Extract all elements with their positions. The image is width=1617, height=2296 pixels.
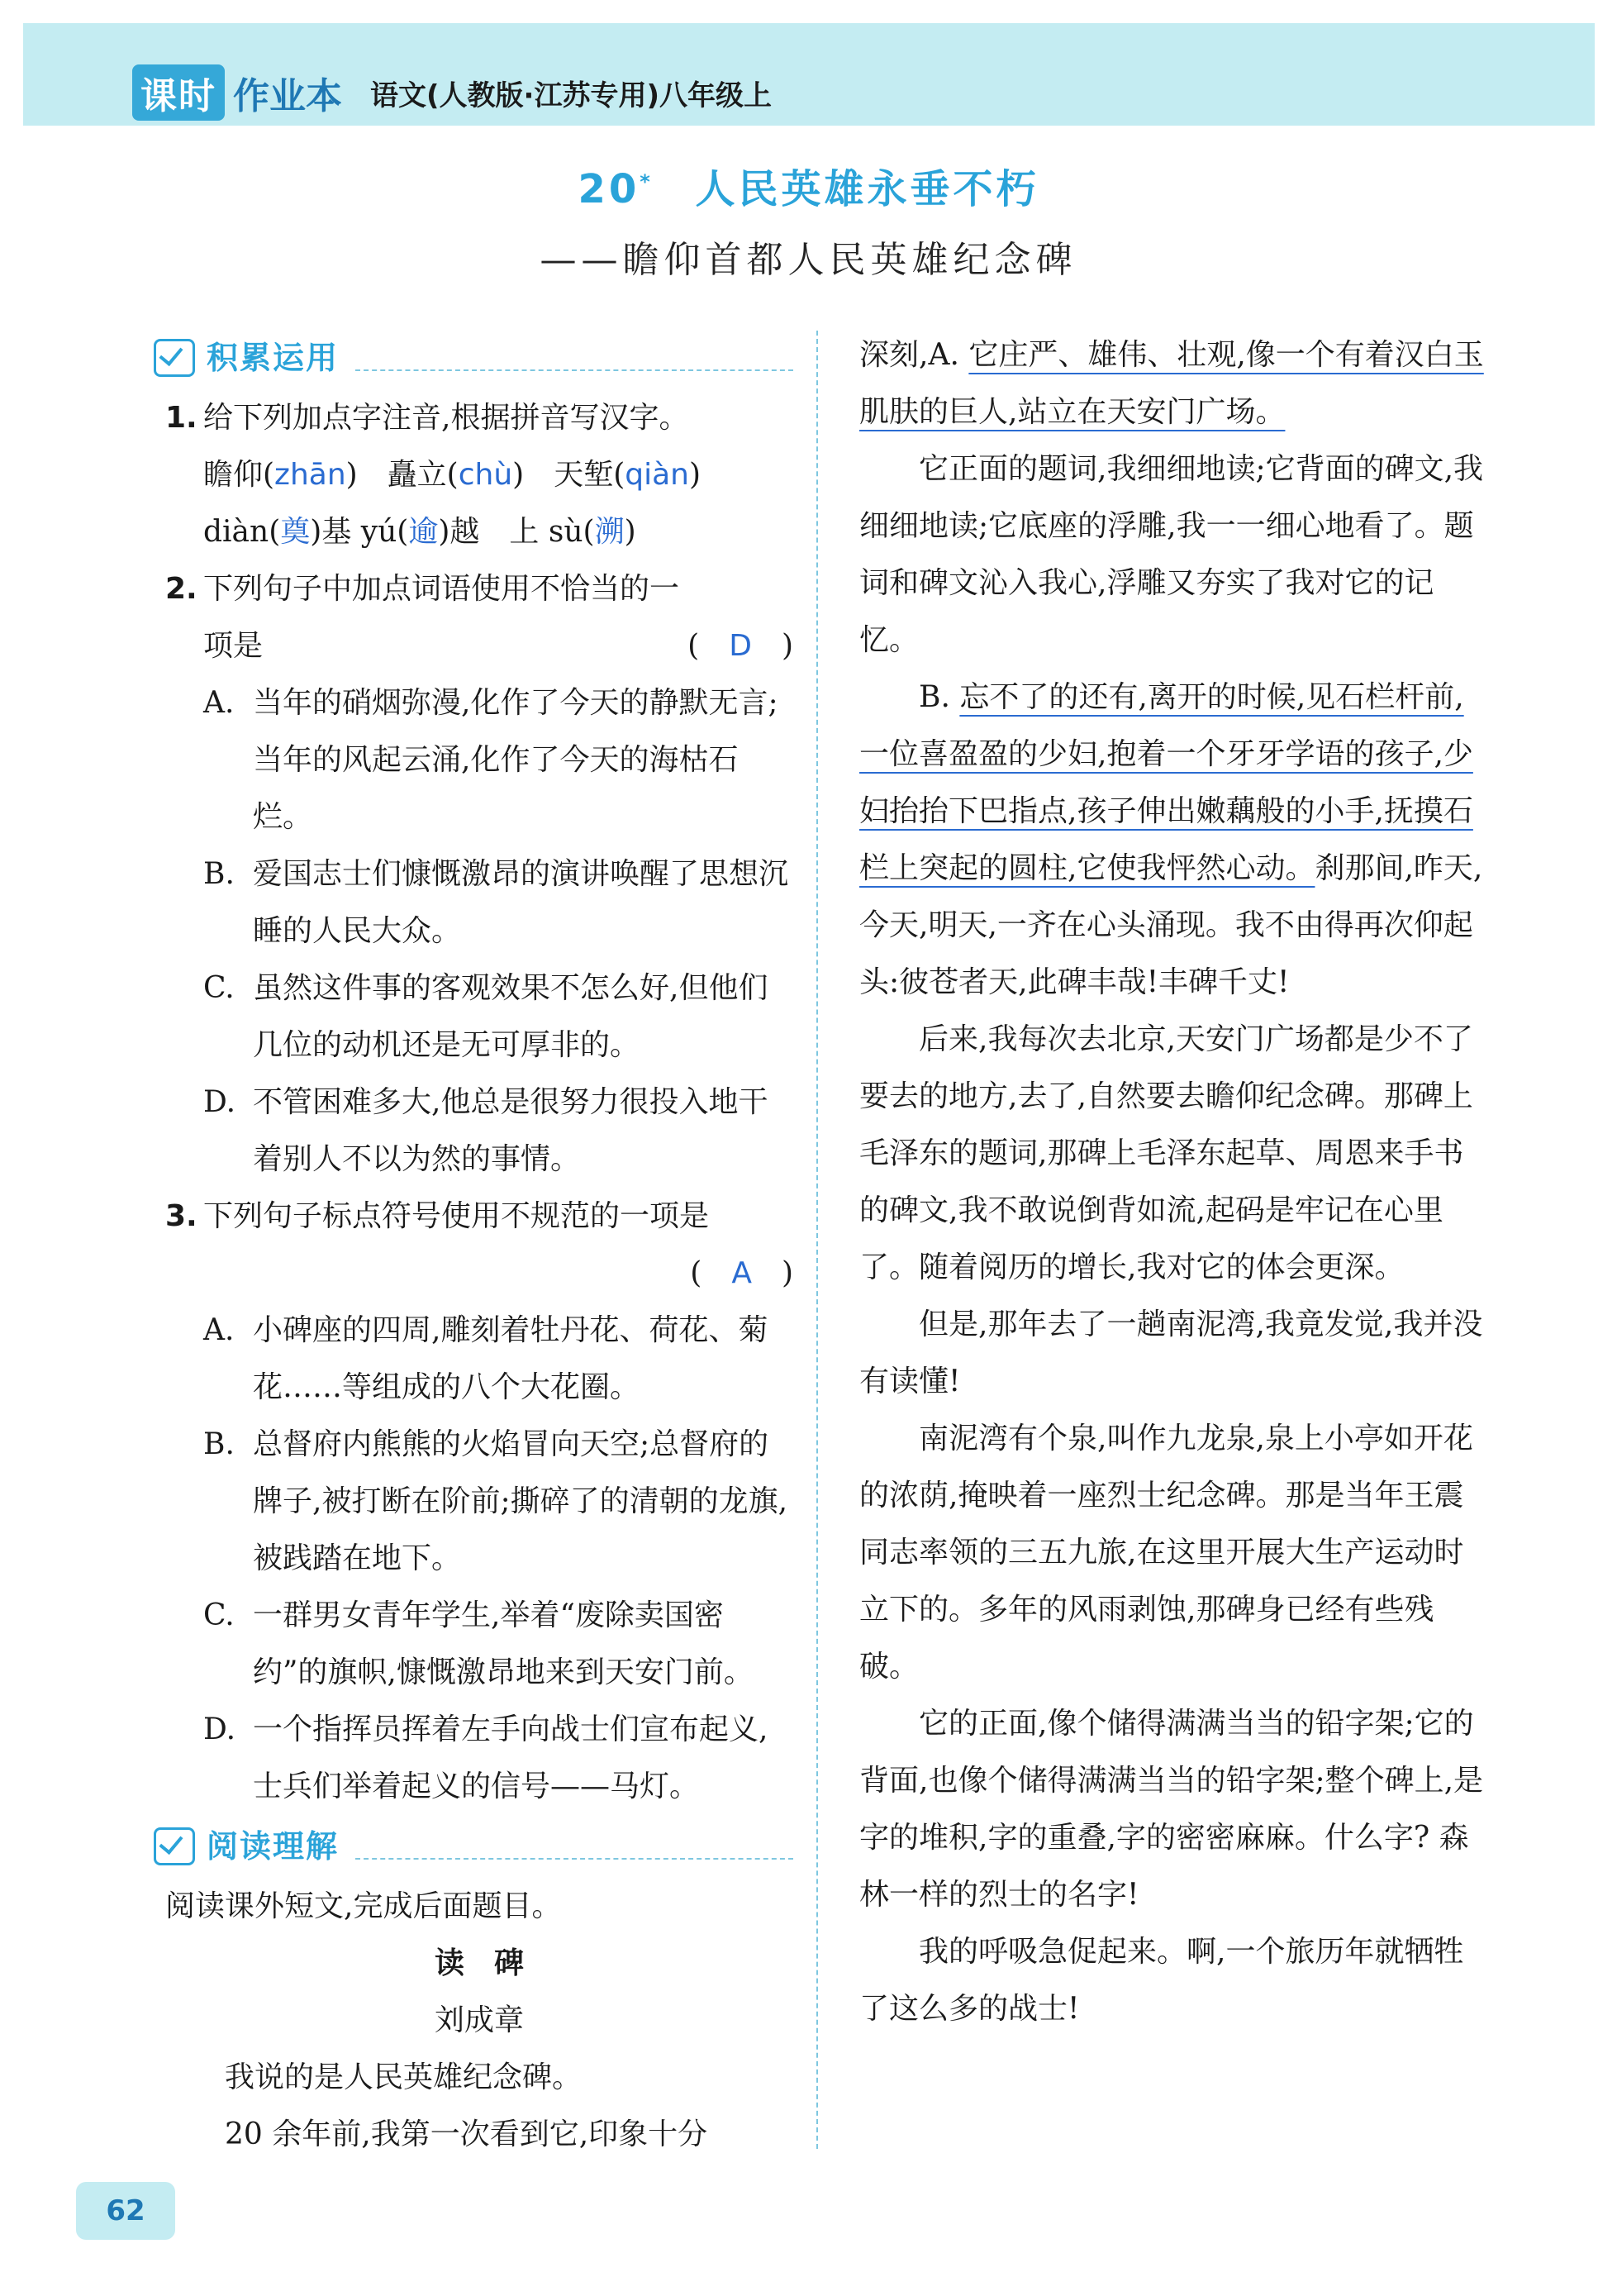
pinyin-line-2: diàn(奠)基 yú(逾)越 上 sù(溯) [203, 515, 636, 549]
article-author: 刘成章 [434, 2003, 524, 2037]
lesson-number: 20* [578, 166, 654, 212]
answer-text: qiàn [625, 458, 689, 492]
answer-paren: ( A ) [690, 1256, 793, 1290]
section-header-reading [154, 1815, 793, 1878]
left-column [165, 326, 793, 2163]
underlined-sentence-b: 忘不了的还有,离开的时候,见石栏杆前,一位喜盈盈的少妇,抱着一个牙牙学语的孩子,少妇抬抬下巴指点,孩子伸出嫩藕般的小手,抚摸石栏上突起的圆柱,它使我怦然心动。 [859, 680, 1473, 885]
answer-text: zhān [274, 458, 346, 492]
lesson-subtitle: ——瞻仰首都人民英雄纪念碑 [540, 239, 1077, 281]
option-a: A. 当年的硝烟弥漫,化作了今天的静默无言;当年的风起云涌,化作了今天的海枯石烂。 [203, 686, 778, 834]
article-paragraph: B. 忘不了的还有,离开的时候,见石栏杆前,一位喜盈盈的少妇,抱着一个牙牙学语的孩子,少妇抬抬下巴指点,孩子伸出嫩藕般的小手,抚摸石栏上突起的圆柱,它使我怦然心动。刹那间,昨天,今天,明天,一齐在心头涌现。我不由得再次仰起头:彼苍者天,此碑丰哉!丰碑千丈! [859, 680, 1483, 999]
question-stem: 下列句子中加点词语使用不恰当的一 [203, 572, 680, 606]
brand-logo-badge: 课时 [132, 64, 225, 121]
question-stem-line-2: 项是 ( D ) [203, 629, 793, 663]
header-logo [132, 58, 772, 127]
pinyin-line-1: 瞻仰(zhān) 矗立(chù) 天堑(qiàn) [203, 458, 701, 492]
question-1 [165, 389, 793, 560]
option-d: D. 不管困难多大,他总是很努力很投入地干着别人不以为然的事情。 [203, 1085, 768, 1176]
answer-text: A [731, 1256, 752, 1290]
answer-text: 溯 [594, 515, 625, 549]
option-b: B. 总督府内熊熊的火焰冒向天空;总督府的牌子,被打断在阶前;撕碎了的清朝的龙旗,被践踏在地下。 [203, 1427, 788, 1575]
question-2 [165, 560, 793, 674]
page-number: 62 [76, 2182, 175, 2240]
lesson-title-text: 人民英雄永垂不朽 [695, 166, 1039, 212]
section-title: 阅读理解 [207, 1827, 340, 1865]
answer-text: 逾 [408, 515, 439, 549]
question-3 [165, 1188, 793, 1302]
article-title: 读 碑 [434, 1946, 524, 1980]
reading-intro: 阅读课外短文,完成后面题目。 [165, 1889, 562, 1923]
section-title: 积累运用 [207, 339, 340, 376]
question-stem: 下列句子标点符号使用不规范的一项是 [203, 1199, 710, 1233]
article-paragraph: 它的正面,像个储得满满当当的铅字架;它的背面,也像个储得满满当当的铅字架;整个碑上,是字的堆积,字的重叠,字的密密麻麻。什么字? 森林一样的烈士的名字! [859, 1707, 1484, 1912]
check-icon [154, 339, 195, 377]
option-b: B. 爱国志士们慷慨激昂的演讲唤醒了思想沉睡的人民大众。 [203, 857, 789, 948]
question-number: 3. [165, 1199, 197, 1233]
question-number: 2. [165, 572, 197, 606]
check-icon [154, 1827, 195, 1865]
brand-name: 作业本 [233, 75, 342, 117]
option-c: C. 一群男女青年学生,举着“废除卖国密约”的旗帜,慷慨激昂地来到天安门前。 [203, 1598, 754, 1689]
option-d: D. 一个指挥员挥着左手向战士们宣布起义,士兵们举着起义的信号——马灯。 [203, 1712, 768, 1803]
article-paragraph: 它正面的题词,我细细地读;它背面的碑文,我细细地读;它底座的浮雕,我一一细心地看了。题词和碑文沁入我心,浮雕又夯实了我对它的记忆。 [859, 452, 1484, 657]
option-a: A. 小碑座的四周,雕刻着牡丹花、荷花、菊花……等组成的八个大花圈。 [203, 1313, 768, 1404]
question-number: 1. [165, 401, 197, 435]
article-paragraph: 后来,我每次去北京,天安门广场都是少不了要去的地方,去了,自然要去瞻仰纪念碑。那碑上毛泽东的题词,那碑上毛泽东起草、周恩来手书的碑文,我不敢说倒背如流,起码是牢记在心里了。随着阅历的增长,我对它的体会更深。 [859, 1022, 1473, 1284]
article-paragraph: 深刻,A. 它庄严、雄伟、壮观,像一个有着汉白玉肌肤的巨人,站立在天安门广场。 [859, 338, 1484, 429]
right-column [859, 326, 1487, 2037]
section-header-accumulate [154, 326, 793, 389]
option-c: C. 虽然这件事的客观效果不怎么好,但他们几位的动机还是无可厚非的。 [203, 971, 768, 1062]
answer-text: chù [458, 458, 513, 492]
article-paragraph: 20 余年前,我第一次看到它,印象十分 [225, 2117, 708, 2151]
column-divider [816, 331, 818, 2149]
article-paragraph: 但是,那年去了一趟南泥湾,我竟发觉,我并没有读懂! [859, 1308, 1483, 1398]
subject-label: 语文(人教版·江苏专用)八年级上 [370, 79, 772, 112]
article-paragraph: 我的呼吸急促起来。啊,一个旅历年就牺牲了这么多的战士! [859, 1935, 1464, 2026]
question-stem: 给下列加点字注音,根据拼音写汉字。 [203, 401, 689, 435]
article-paragraph: 南泥湾有个泉,叫作九龙泉,泉上小亭如开花的浓荫,掩映着一座烈士纪念碑。那是当年王震同志率领的三五九旅,在这里开展大生产运动时立下的。多年的风雨剥蚀,那碑身已经有些残破。 [859, 1422, 1473, 1684]
section-rule [355, 369, 793, 371]
article-paragraph: 我说的是人民英雄纪念碑。 [225, 2060, 583, 2094]
section-rule [355, 1858, 793, 1860]
lesson-title [0, 157, 1617, 214]
underlined-sentence-a: 它庄严、雄伟、壮观,像一个有着汉白玉肌肤的巨人,站立在天安门广场。 [859, 338, 1484, 429]
answer-text: D [729, 629, 752, 663]
answer-text: 奠 [280, 515, 311, 549]
